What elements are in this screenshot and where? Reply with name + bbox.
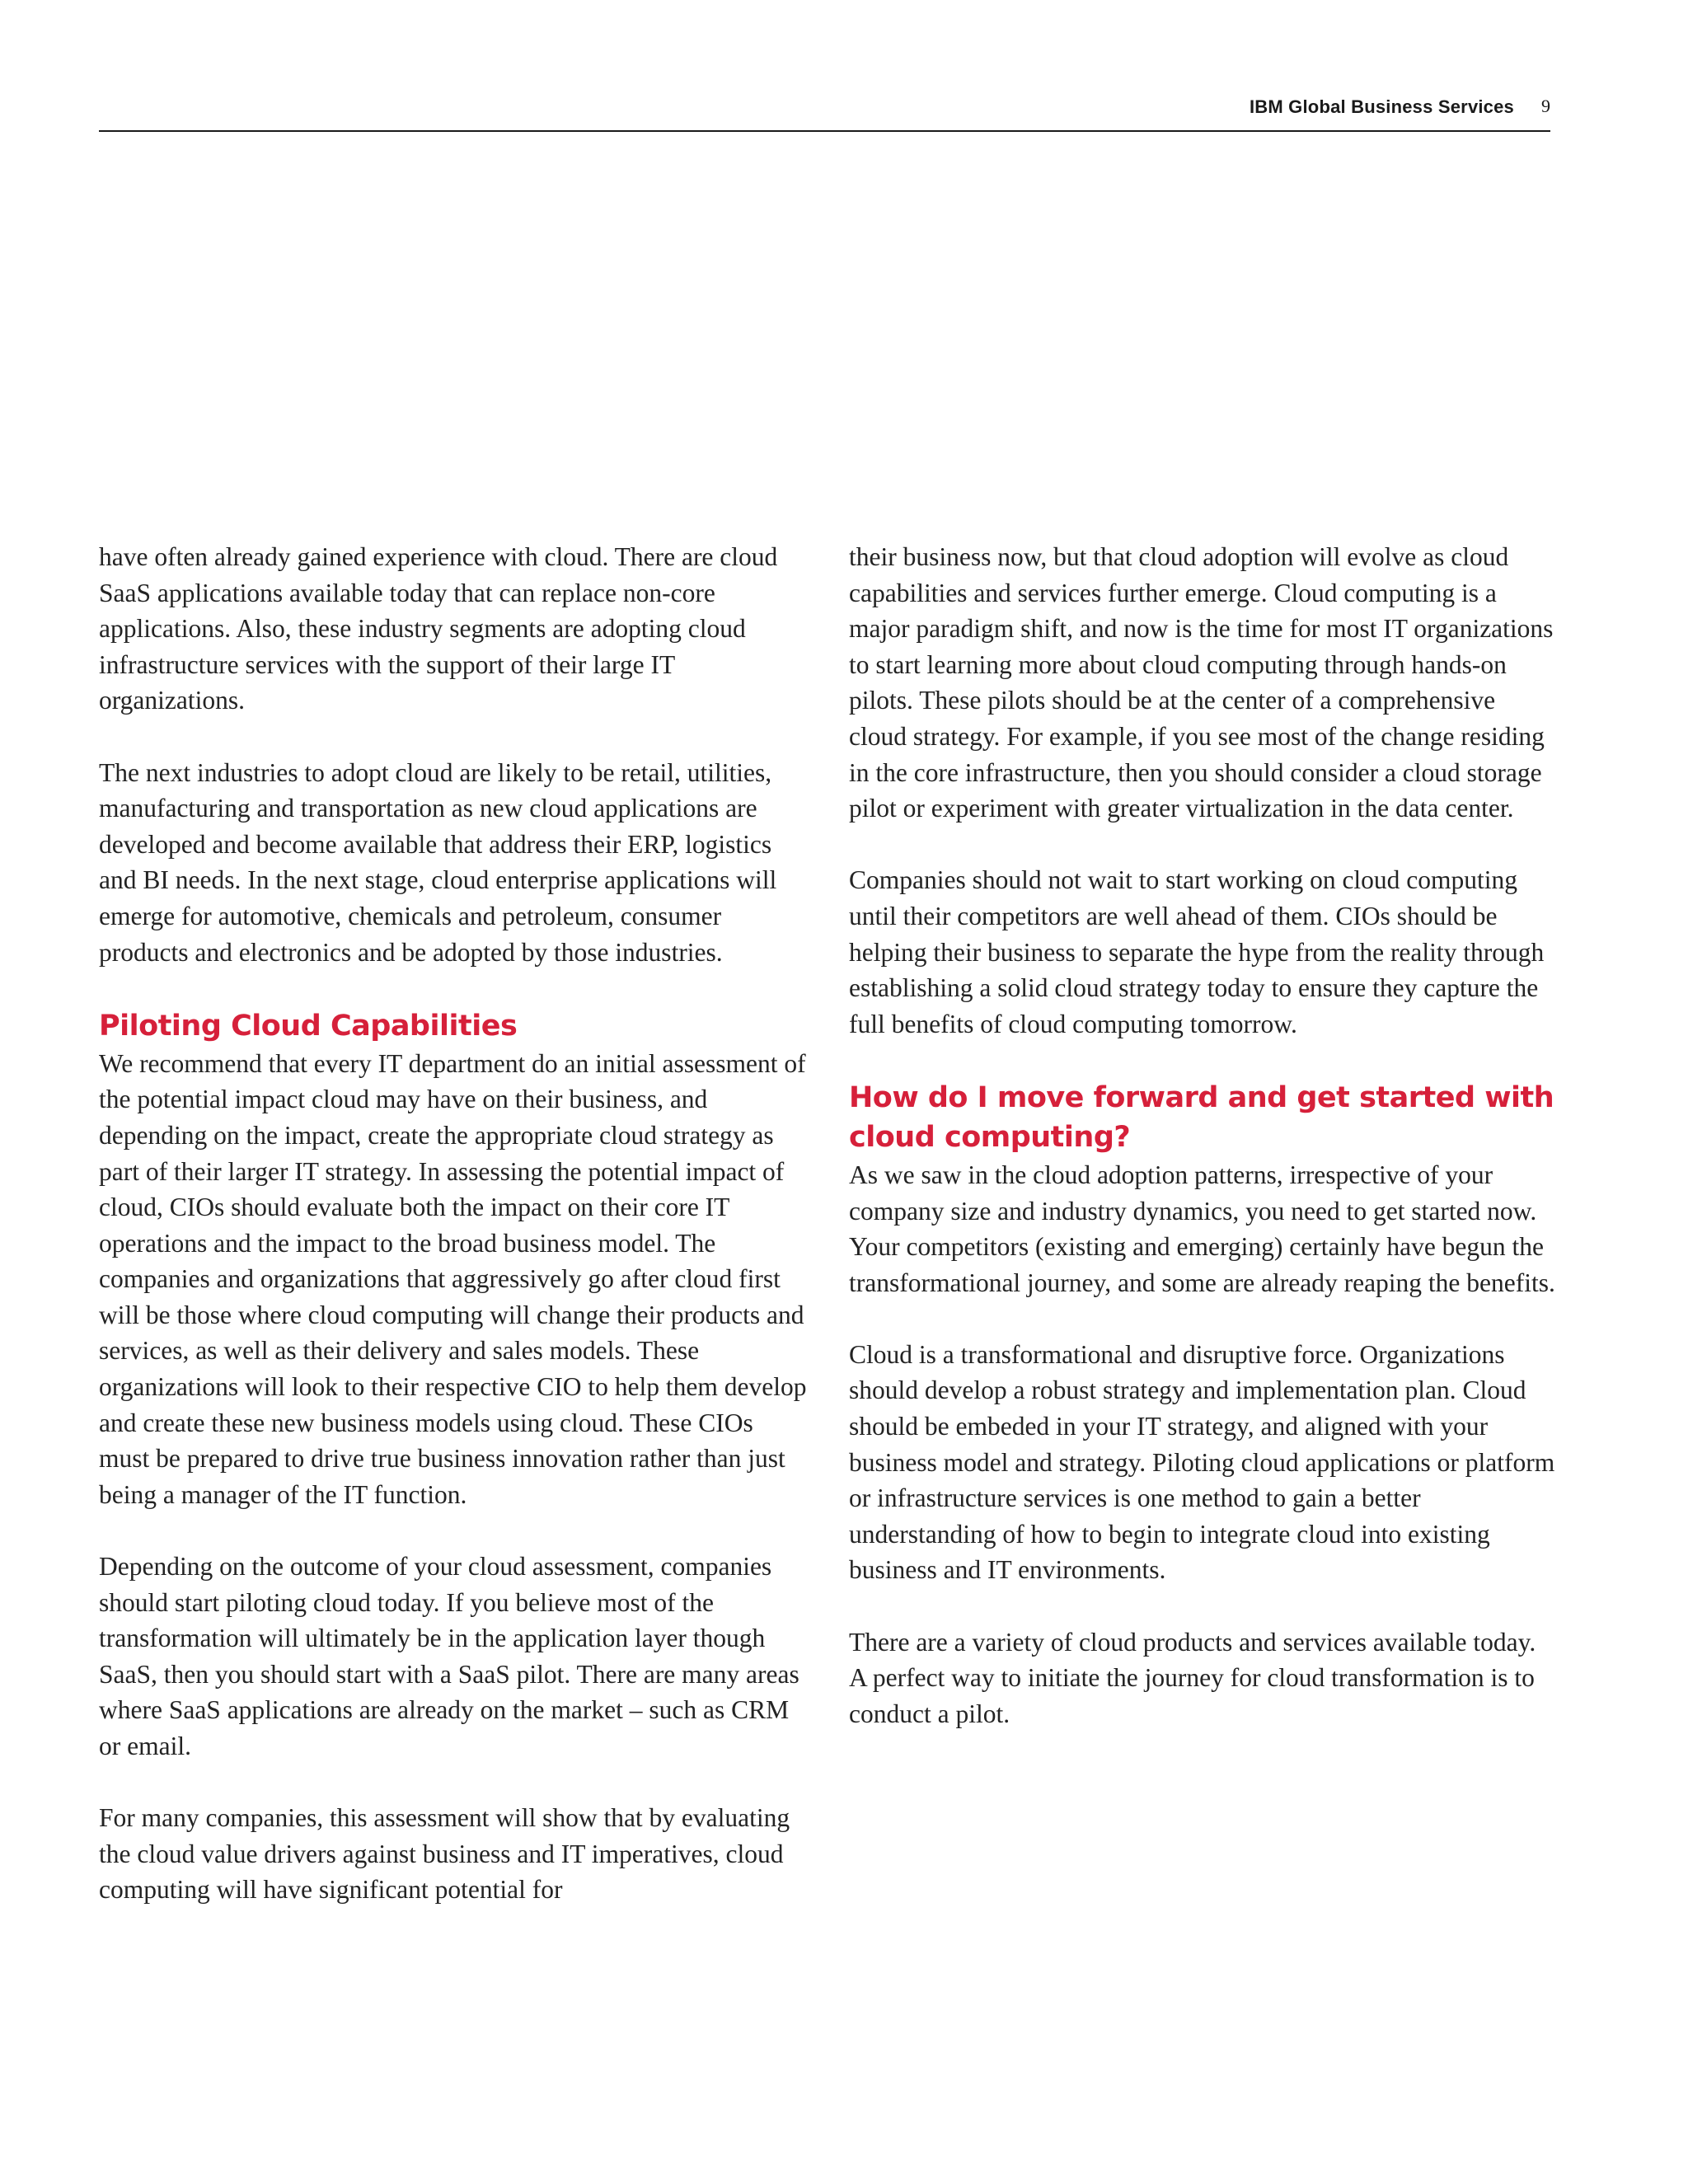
page-header [99, 89, 1550, 132]
header-title: IBM Global Business Services [1249, 96, 1514, 117]
body-paragraph: The next industries to adopt cloud are likely to be retail, utilities, manufacturing and transportation as new cloud applications are developed and become available that address their ERP, logistics and BI needs. In the next stage, cloud enterprise applications will emerge for automotive, chemicals and petroleum, consumer products and electronics and be adopted by those industries. [99, 757, 777, 967]
page-number: 9 [1541, 96, 1550, 116]
left-column [99, 539, 808, 1944]
body-paragraph: have often already gained experience with cloud. There are cloud SaaS applications available today that can replace non-core applications. Also, these industry segments are adopting cloud infrastructure services with the support of their large IT organizations. [99, 542, 778, 715]
section-heading-piloting: Piloting Cloud Capabilities [99, 1009, 518, 1043]
body-paragraph: their business now, but that cloud adoption will evolve as cloud capabilities and services further emerge. Cloud computing is a major paradigm shift, and now is the time for most IT organizations to start learning more about cloud computing through hands-on pilots. These pilots should be at the center of a comprehensive cloud strategy. For example, if you see most of the change residing in the core infrastructure, then you should consider a cloud storage pilot or experiment with greater virtualization in the data center. [849, 542, 1554, 823]
body-paragraph: Depending on the outcome of your cloud assessment, companies should start piloting cloud today. If you believe most of the transformation will ultimately be in the application layer though SaaS, then you should start with a SaaS pilot. There are many areas where SaaS applications are already on the market – such as CRM or email. [99, 1552, 799, 1760]
right-column [849, 539, 1558, 1768]
body-paragraph: Cloud is a transformational and disruptive force. Organizations should develop a robust strategy and implementation plan. Cloud should be embeded in your IT strategy, and aligned with your business model and strategy. Piloting cloud applications or platform or infrastructure services is one method to gain a better understanding of how to begin to integrate cloud into existing business and IT environments. [849, 1339, 1555, 1585]
body-paragraph: Companies should not wait to start working on cloud computing until their competitors are well ahead of them. CIOs should be helping their business to separate the hype from the reality through establishing a solid cloud strategy today to ensure they capture the full benefits of cloud computing tomorrow. [849, 865, 1545, 1038]
section-heading-get-started: How do I move forward and get started with cloud computing? [849, 1080, 1554, 1154]
body-paragraph: As we saw in the cloud adoption patterns, irrespective of your company size and industry dynamics, you need to get started now. Your competitors (existing and emerging) certainly have begun the transformational journey, and some are already reaping the benefits. [849, 1160, 1555, 1297]
body-paragraph: We recommend that every IT department do an initial assessment of the potential impact cloud may have on their business, and depending on the impact, create the appropriate cloud strategy as part of their larger IT strategy. In assessing the potential impact of cloud, CIOs should evaluate both the impact on their core IT operations and the impact to the broad business model. The companies and organizations that aggressively go after cloud first will be those where cloud computing will change their products and services, as well as their delivery and sales models. These organizations will look to their respective CIO to help them develop and create these new business models using cloud. These CIOs must be prepared to drive true business innovation rather than just being a manager of the IT function. [99, 1048, 807, 1509]
body-paragraph: There are a variety of cloud products and services available today. A perfect way to initiate the journey for cloud transformation is to conduct a pilot. [849, 1627, 1536, 1728]
body-paragraph: For many companies, this assessment will show that by evaluating the cloud value drivers against business and IT imperatives, cloud computing will have significant potential for [99, 1803, 790, 1905]
